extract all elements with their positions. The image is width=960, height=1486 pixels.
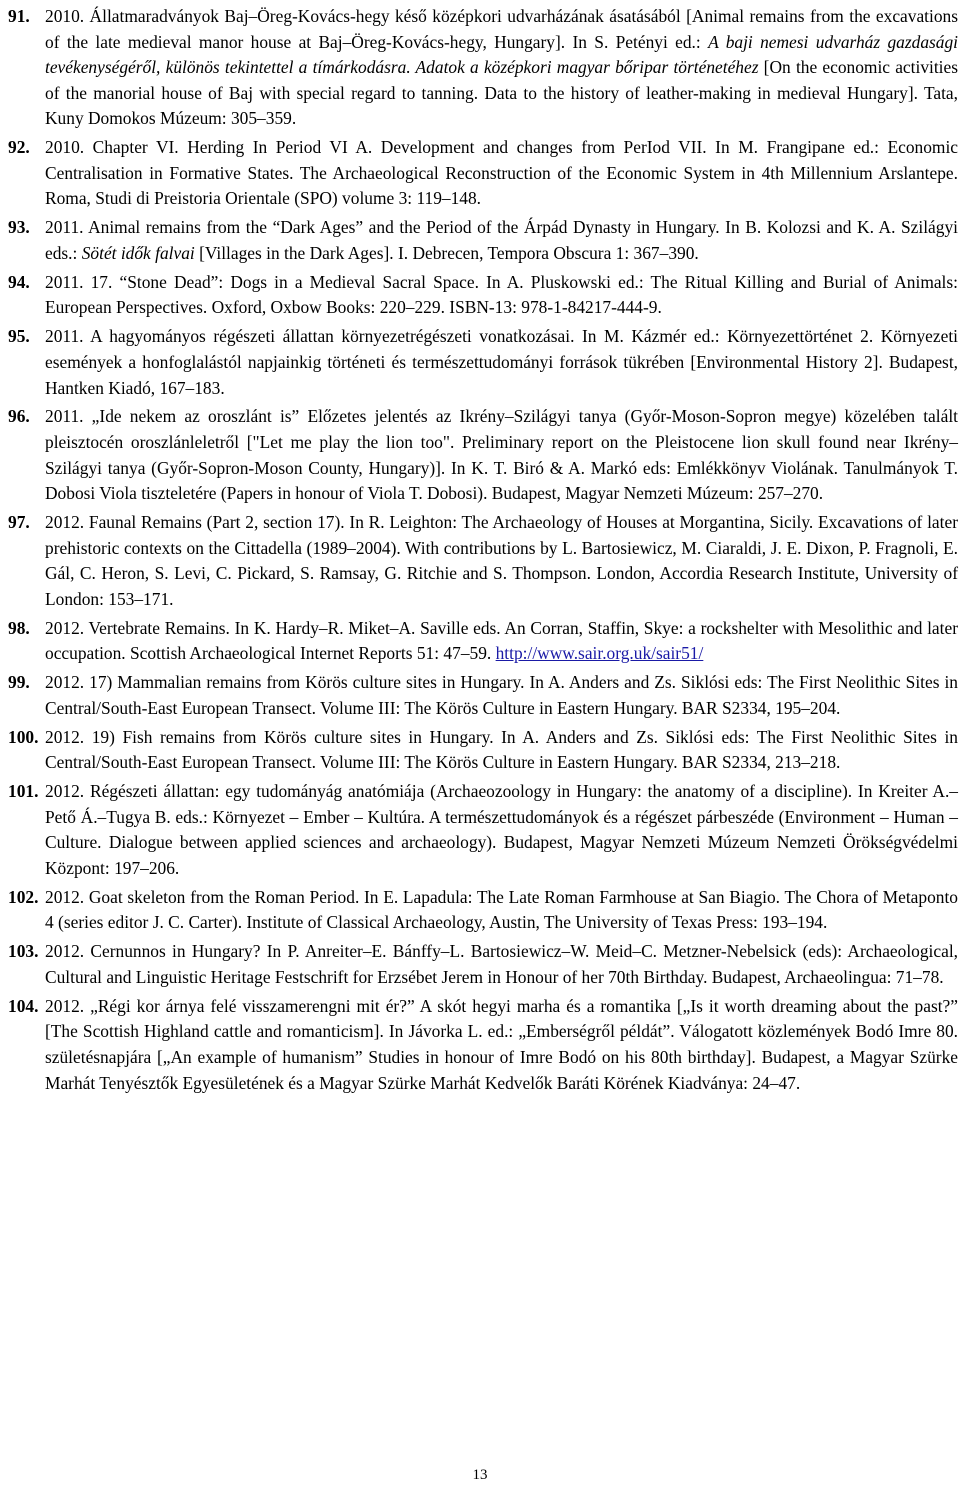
reference-text: 2012. Faunal Remains (Part 2, section 17). In R. Leighton: The Archaeology of Houses at Morgantina, Sicily. Excavations of later prehistoric contexts on the Cittadella (1989–2004). With contributions by L. Bartosiewicz, M. Ciaraldi, J. E. Dixon, P. Fragnoli, E. Gál, C. Heron, S. Levi, C. Pickard, S. Ramsay, G. Ritchie and S. Thompson. London, Accordia Research Institute, University of London: 153–171.	[45, 512, 958, 609]
reference-number: 96.	[8, 406, 30, 427]
reference-text: 2011. A hagyományos régészeti állattan környezetrégészeti vonatkozásai. In M. Kázmér ed.: Környezettörténet 2. Környezeti események a honfoglalástól napjainkig történeti és természettudományi források tükrében [Environmental History 2]. Budapest, Hantken Kiadó, 167–183.	[45, 326, 958, 398]
italic-title: A baji nemesi udvarház gazdasági tevékenységéről, különös tekintettel a tímárkodásra. Adatok a középkori magyar bőripar történetéhez	[45, 31, 958, 78]
reference-entry	[8, 4, 958, 132]
reference-text: [Villages in the Dark Ages]. I. Debrecen, Tempora Obscura 1: 367–390.	[194, 242, 699, 263]
reference-entry	[8, 939, 958, 990]
reference-entry	[8, 994, 958, 1096]
reference-text: 2011. Animal remains from the “Dark Ages” and the Period of the Árpád Dynasty in Hungary. In B. Kolozsi and K. A. Szilágyi eds.:	[45, 217, 958, 263]
reference-number: 95.	[8, 326, 30, 347]
reference-text: 2010. Állatmaradványok Baj–Öreg-Kovács-hegy késő középkori udvarházának ásatásából [Animal remains from the excavations of the late medieval manor house at Baj–Öreg-Kovács-hegy, Hungary]. In S. Petényi ed.:	[45, 6, 958, 52]
reference-number: 92.	[8, 137, 30, 158]
reference-number: 99.	[8, 672, 30, 693]
reference-entry	[8, 270, 958, 321]
reference-number: 102.	[8, 886, 39, 907]
reference-text: 2012. Cernunnos in Hungary? In P. Anreiter–E. Bánffy–L. Bartosiewicz–W. Meid–C. Metzner-Nebelsick (eds): Archaeological, Cultural and Linguistic Heritage Festschrift for Erzsébet Jerem in Honour of her 70th Birthday. Budapest, Archaeolingua: 71–78.	[45, 941, 958, 987]
reference-text: [On the economic activities of the manorial house of Baj with special regard to tanning. Data to the history of leather-making in medieval Hungary]. Tata, Kuny Domokos Múzeum: 305–359.	[45, 57, 958, 129]
reference-text: 2012. Goat skeleton from the Roman Period. In E. Lapadula: The Late Roman Farmhouse at San Biagio. The Chora of Metaponto 4 (series editor J. C. Carter). Institute of Classical Archaeology, Austin, The University of Texas Press: 193–194.	[45, 886, 958, 933]
reference-text: 2012. 17) Mammalian remains from Körös culture sites in Hungary. In A. Anders and Zs. Siklósi eds: The First Neolithic Sites in Central/South-East European Transect. Volume III: The Körös Culture in Eastern Hungary. BAR S2334, 195–204.	[45, 672, 958, 718]
reference-text: 2012. „Régi kor árnya felé visszamerengni mit ér?” A skót hegyi marha és a romantika [„Is it worth dreaming about the past?” [The Scottish Highland cattle and romanticism]. In Jávorka L. ed.: „Emberségről példát”. Válogatott közlemények Bodó Imre 80. születésnapjára [„An example of humanism” Studies in honour of Imre Bodó on his 80th birthday]. Budapest, a Magyar Szürke Marhát Tenyésztők Egyesületének és a Magyar Szürke Marhát Kedvelők Baráti Körének Kiadványa: 24–47.	[45, 995, 958, 1093]
reference-number: 101.	[8, 781, 39, 802]
page-number: 13	[472, 1467, 488, 1483]
url-link[interactable]: http://www.sair.org.uk/sair51/	[495, 643, 704, 664]
reference-number: 93.	[8, 217, 30, 238]
reference-number: 97.	[8, 512, 30, 533]
reference-entry	[8, 616, 958, 667]
reference-number: 98.	[8, 617, 30, 638]
reference-list	[8, 4, 958, 1100]
reference-entry	[8, 135, 958, 212]
italic-title: Sötét idők falvai	[81, 242, 195, 263]
reference-text: 2012. Régészeti állattan: egy tudományág anatómiája (Archaeozoology in Hungary: the anatomy of a discipline). In Kreiter A.–Pető Á.–Tugya B. eds.: Környezet – Ember – Kultúra. A természettudományok és a régészet párbeszéde (Environment – Human – Culture. Dialogue between applied sciences and archaeology). Budapest, Magyar Nemzeti Múzeum Nemzeti Örökségvédelmi Központ: 197–206.	[45, 781, 958, 878]
reference-number: 91.	[8, 6, 30, 26]
reference-text: 2010. Chapter VI. Herding In Period VI A. Development and changes from PerIod VII. In M. Frangipane ed.: Economic Centralisation in Formative States. The Archaeological Reconstruction of the Economic System in 4th Millennium Arslantepe. Roma, Studi di Preistoria Orientale (SPO) volume 3: 119–148.	[45, 137, 958, 209]
reference-entry	[8, 324, 958, 401]
reference-text: 2012. Vertebrate Remains. In K. Hardy–R. Miket–A. Saville eds. An Corran, Staffin, Skye: a rockshelter with Mesolithic and later occupation. Scottish Archaeological Internet Reports 51: 47–59.	[45, 617, 958, 664]
reference-entry	[8, 404, 958, 506]
reference-text: 2011. 17. “Stone Dead”: Dogs in a Medieval Sacral Space. In A. Pluskowski ed.: The Ritual Killing and Burial of Animals: European Perspectives. Oxford, Oxbow Books: 220–229. ISBN-13: 978-1-84217-444-9.	[45, 271, 958, 318]
reference-entry	[8, 510, 958, 612]
reference-number: 94.	[8, 271, 30, 292]
reference-entry	[8, 779, 958, 881]
reference-text: 2012. 19) Fish remains from Körös culture sites in Hungary. In A. Anders and Zs. Siklósi eds: The First Neolithic Sites in Central/South-East European Transect. Volume III: The Körös Culture in Eastern Hungary. BAR S2334, 213–218.	[45, 726, 958, 773]
reference-number: 103.	[8, 941, 39, 962]
reference-entry	[8, 725, 958, 776]
reference-entry	[8, 885, 958, 936]
reference-text: 2011. „Ide nekem az oroszlánt is” Előzetes jelentés az Ikrény–Szilágyi tanya (Győr-Moson-Sopron megye) közelében talált pleisztocén oroszlánleletről ["Let me play the lion too". Preliminary report on the Pleistocene lion skull found near Ikrény–Szilágyi tanya (Győr-Sopron-Moson County, Hungary)]. In K. T. Biró & A. Markó eds: Emlékkönyv Violának. Tanulmányok T. Dobosi Viola tiszteletére (Papers in honour of Viola T. Dobosi). Budapest, Magyar Nemzeti Múzeum: 257–270.	[45, 406, 958, 504]
reference-entry	[8, 670, 958, 721]
reference-entry	[8, 215, 958, 266]
reference-number: 104.	[8, 995, 39, 1016]
reference-number: 100.	[8, 726, 39, 747]
